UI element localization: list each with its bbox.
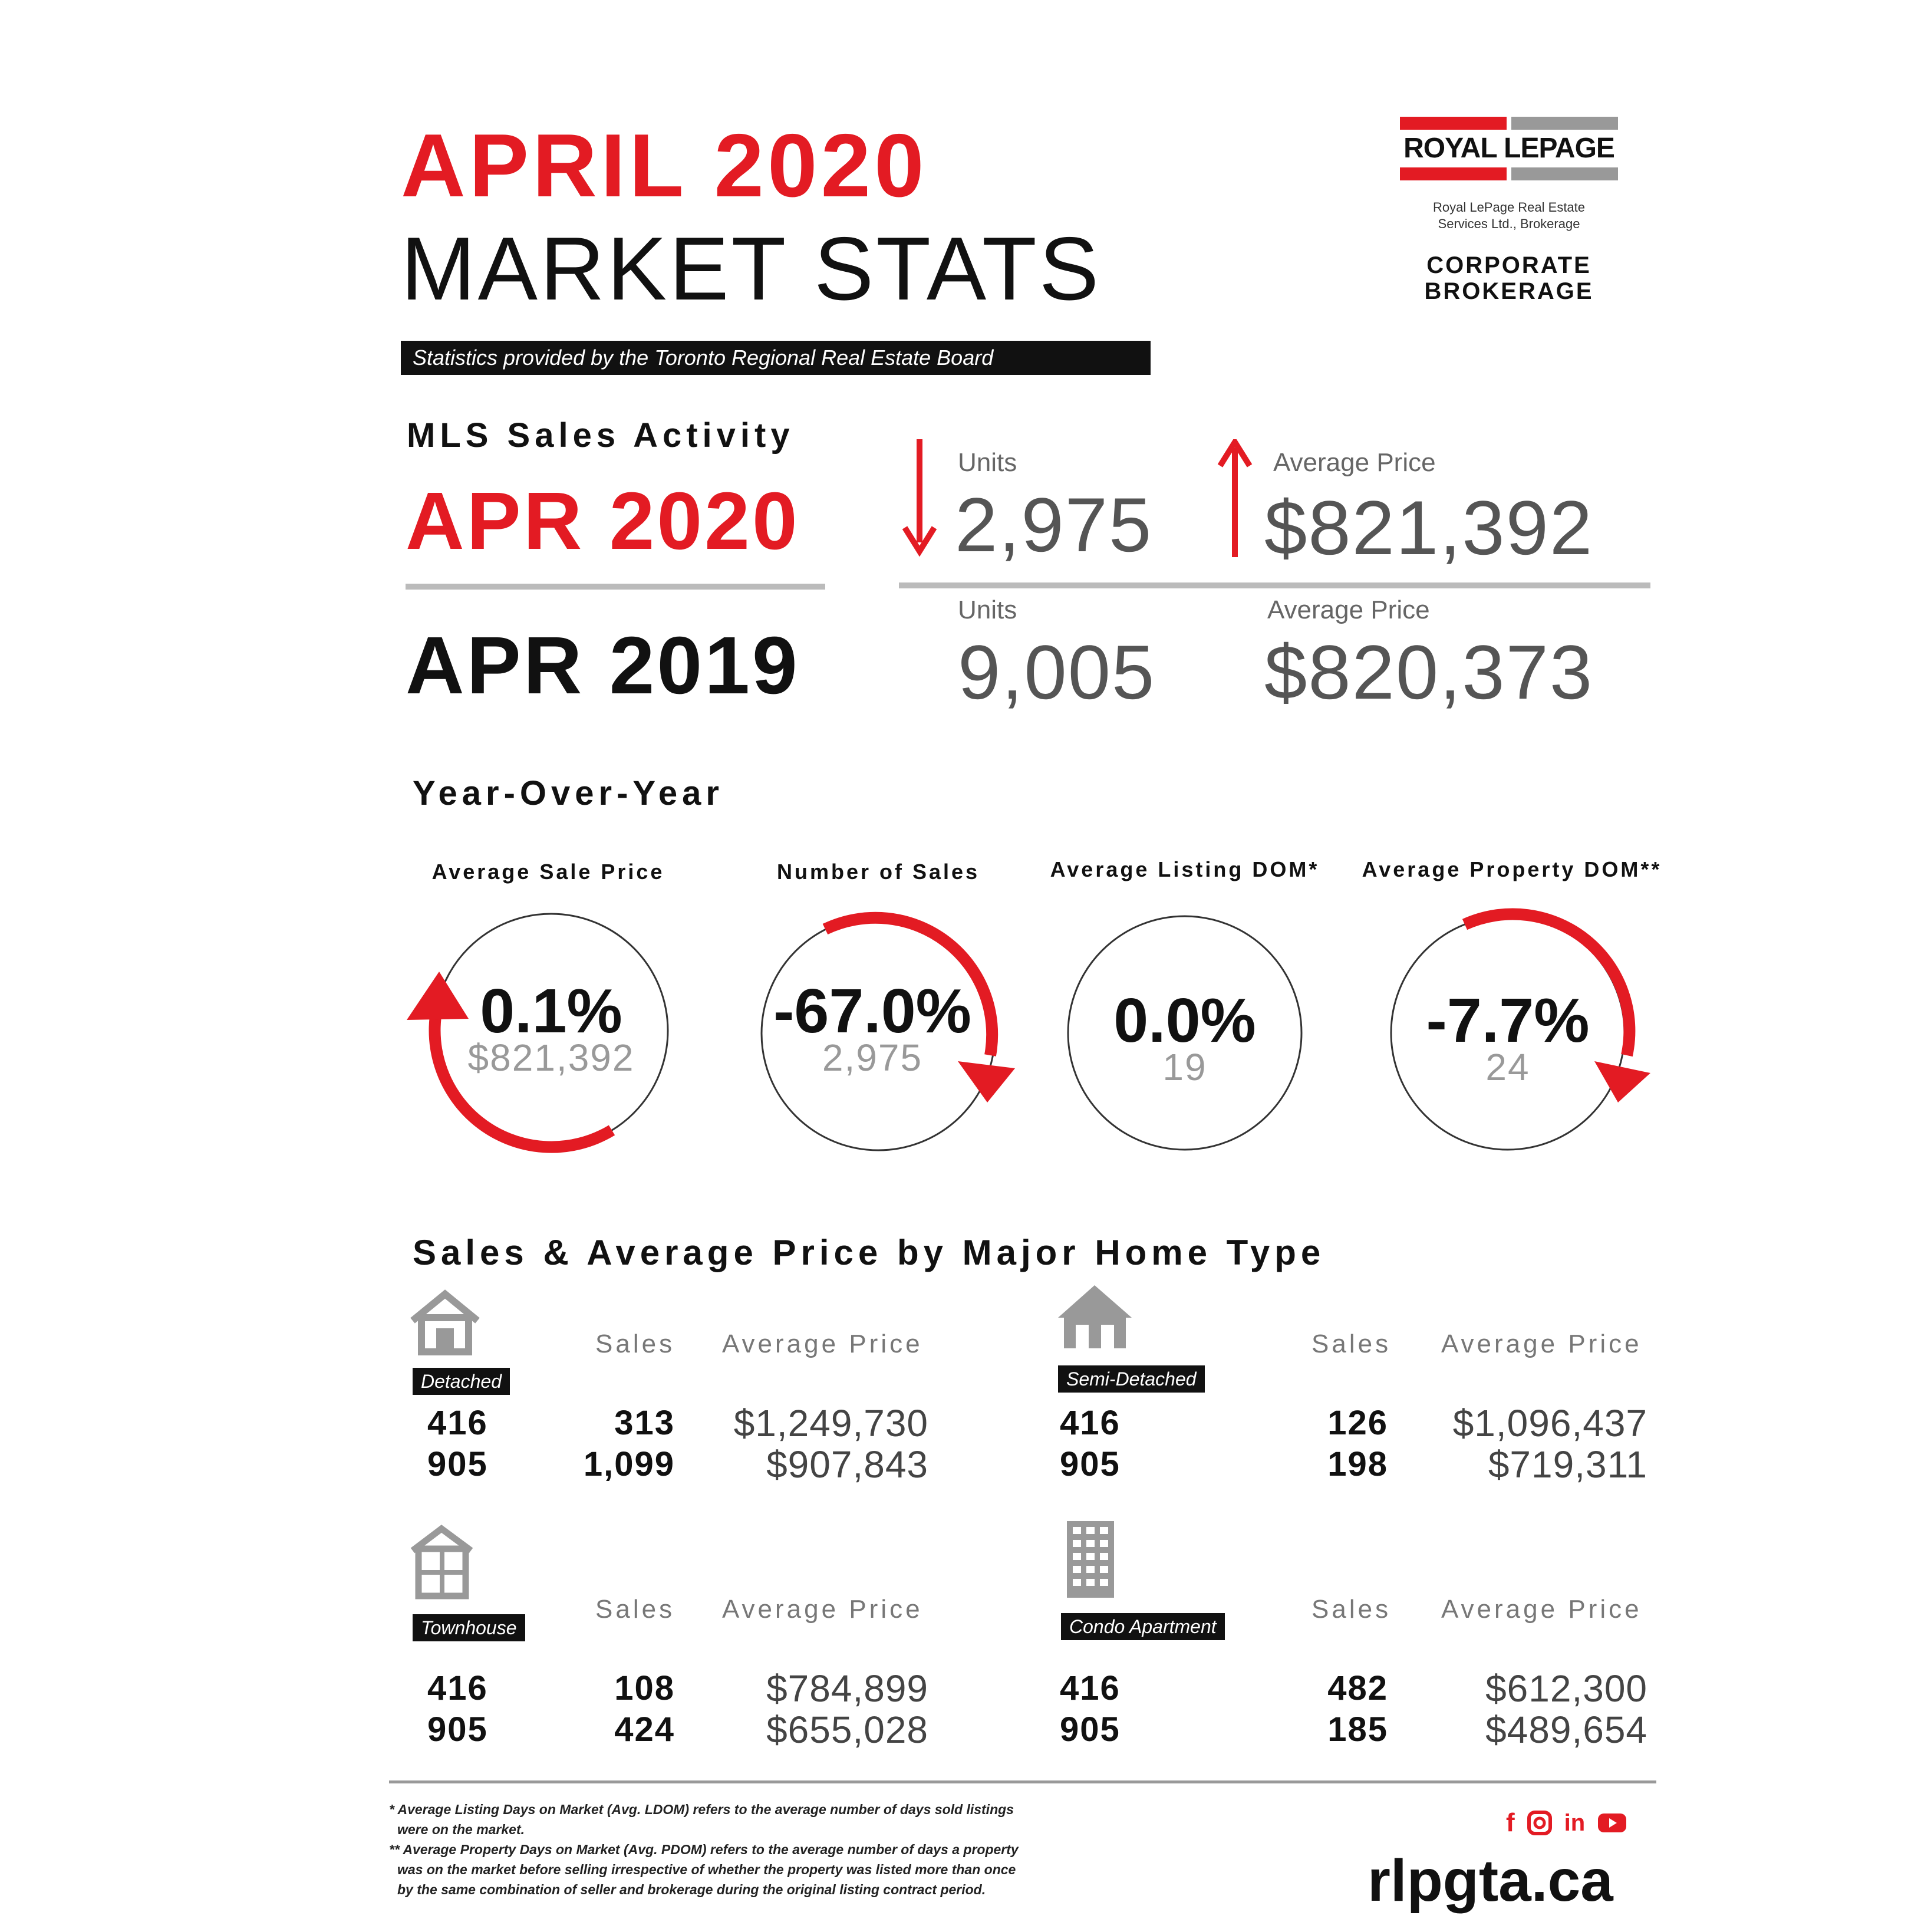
yoy-value-listing-dom: 19 — [1162, 1046, 1207, 1088]
source-banner: Statistics provided by the Toronto Regional Real Estate Board — [401, 341, 1151, 375]
yoy-value-property-dom: 24 — [1485, 1046, 1530, 1088]
yoy-value-avg-sale-price: $821,392 — [467, 1036, 635, 1079]
yoy-value-number-of-sales: 2,975 — [822, 1036, 923, 1079]
footnote-listing-dom: * Average Listing Days on Market (Avg. LDOM) refers to the average number of days sold listings — [389, 1802, 1014, 1817]
youtube-icon[interactable] — [1597, 1811, 1627, 1835]
area-code-905: 905 — [427, 1710, 488, 1749]
area-code-416: 416 — [427, 1669, 488, 1707]
linkedin-icon[interactable]: in — [1564, 1810, 1586, 1836]
current-period: APR 2020 — [406, 476, 800, 567]
tag-semi-detached: Semi-Detached — [1058, 1365, 1205, 1393]
area-code-905: 905 — [1060, 1445, 1121, 1483]
townhouse-905-price: $655,028 — [766, 1709, 928, 1751]
footnote-property-dom-cont: by the same combination of seller and brokerage during the original listing contract period. — [397, 1882, 986, 1897]
sales-column-header: Sales — [595, 1595, 675, 1624]
footer-divider — [389, 1780, 1656, 1783]
yoy-label-listing-dom: Average Listing DOM* — [1050, 857, 1320, 881]
footnote-property-dom: ** Average Property Days on Market (Avg. PDOM) refers to the average number of days a property — [389, 1842, 1019, 1857]
previous-period: APR 2019 — [406, 620, 800, 711]
condo-905-sales: 185 — [1327, 1710, 1388, 1749]
house-icon — [407, 1288, 483, 1356]
arrow-down-icon — [902, 439, 937, 557]
condo-416-sales: 482 — [1327, 1669, 1388, 1707]
yoy-pct-listing-dom: 0.0% — [1113, 986, 1256, 1055]
yoy-heading: Year-Over-Year — [413, 774, 724, 812]
area-code-416: 416 — [427, 1404, 488, 1442]
condo-905-price: $489,654 — [1485, 1709, 1647, 1751]
home-type-heading: Sales & Average Price by Major Home Type — [413, 1233, 1326, 1272]
area-code-416: 416 — [1060, 1669, 1121, 1707]
condo-416-price: $612,300 — [1485, 1667, 1647, 1710]
period-divider — [406, 584, 825, 590]
page-title: MARKET STATS — [401, 219, 1102, 319]
yoy-label-number-of-sales: Number of Sales — [776, 860, 980, 884]
previous-units: 9,005 — [958, 629, 1156, 715]
semi-416-price: $1,096,437 — [1452, 1402, 1647, 1444]
semi-905-price: $719,311 — [1488, 1443, 1647, 1486]
townhouse-416-price: $784,899 — [766, 1667, 928, 1710]
detached-905-sales: 1,099 — [583, 1445, 675, 1483]
values-divider — [899, 582, 1650, 588]
current-units: 2,975 — [955, 482, 1153, 568]
instagram-icon[interactable] — [1527, 1810, 1553, 1836]
sales-column-header: Sales — [1312, 1329, 1392, 1358]
price-label: Average Price — [1267, 595, 1430, 624]
social-links — [1506, 1810, 1627, 1836]
semi-416-sales: 126 — [1327, 1404, 1388, 1442]
detached-905-price: $907,843 — [766, 1443, 928, 1486]
tag-detached: Detached — [413, 1368, 510, 1395]
website-url[interactable]: rlpgta.ca — [1367, 1848, 1613, 1914]
yoy-pct-property-dom: -7.7% — [1426, 986, 1590, 1055]
current-avg-price: $821,392 — [1264, 485, 1594, 571]
price-column-header: Average Price — [722, 1595, 923, 1624]
footnote-property-dom-cont: was on the market before selling irrespective of whether the property was listed more than once — [397, 1862, 1016, 1877]
facebook-icon[interactable]: f — [1506, 1808, 1515, 1837]
detached-416-price: $1,249,730 — [733, 1402, 928, 1444]
yoy-pct-avg-sale-price: 0.1% — [480, 976, 622, 1046]
units-label: Units — [958, 448, 1017, 477]
area-code-905: 905 — [427, 1445, 488, 1483]
logo-corporate: CORPORATE — [1426, 252, 1591, 278]
footnote-listing-dom-cont: were on the market. — [397, 1822, 525, 1837]
tag-condo-apartment: Condo Apartment — [1061, 1613, 1225, 1640]
logo-wordmark: ROYAL LEPAGE — [1403, 133, 1614, 164]
logo-subtitle: Services Ltd., Brokerage — [1438, 216, 1580, 231]
yoy-label-property-dom: Average Property DOM** — [1362, 857, 1662, 881]
townhouse-416-sales: 108 — [614, 1669, 675, 1707]
price-column-header: Average Price — [1441, 1329, 1642, 1358]
mls-heading: MLS Sales Activity — [407, 416, 795, 455]
semi-detached-icon — [1055, 1282, 1135, 1353]
townhouse-icon — [408, 1524, 476, 1601]
logo-brokerage: BROKERAGE — [1424, 278, 1594, 304]
tag-townhouse: Townhouse — [413, 1614, 525, 1641]
price-label: Average Price — [1273, 448, 1436, 477]
previous-avg-price: $820,373 — [1264, 629, 1594, 715]
arrow-up-icon — [1217, 439, 1253, 557]
yoy-label-avg-sale-price: Average Sale Price — [431, 860, 665, 884]
royal-lepage-logo — [1400, 117, 1618, 304]
sales-column-header: Sales — [1312, 1595, 1392, 1624]
area-code-905: 905 — [1060, 1710, 1121, 1749]
page-title-month: APRIL 2020 — [401, 116, 928, 216]
units-label: Units — [958, 595, 1017, 624]
condo-building-icon — [1064, 1518, 1117, 1601]
logo-subtitle: Royal LePage Real Estate — [1432, 200, 1586, 215]
townhouse-905-sales: 424 — [614, 1710, 675, 1749]
detached-416-sales: 313 — [614, 1404, 675, 1442]
sales-column-header: Sales — [595, 1329, 675, 1358]
semi-905-sales: 198 — [1327, 1445, 1388, 1483]
area-code-416: 416 — [1060, 1404, 1121, 1442]
price-column-header: Average Price — [722, 1329, 923, 1358]
price-column-header: Average Price — [1441, 1595, 1642, 1624]
yoy-pct-number-of-sales: -67.0% — [773, 976, 971, 1046]
footnotes — [389, 1799, 1191, 1900]
